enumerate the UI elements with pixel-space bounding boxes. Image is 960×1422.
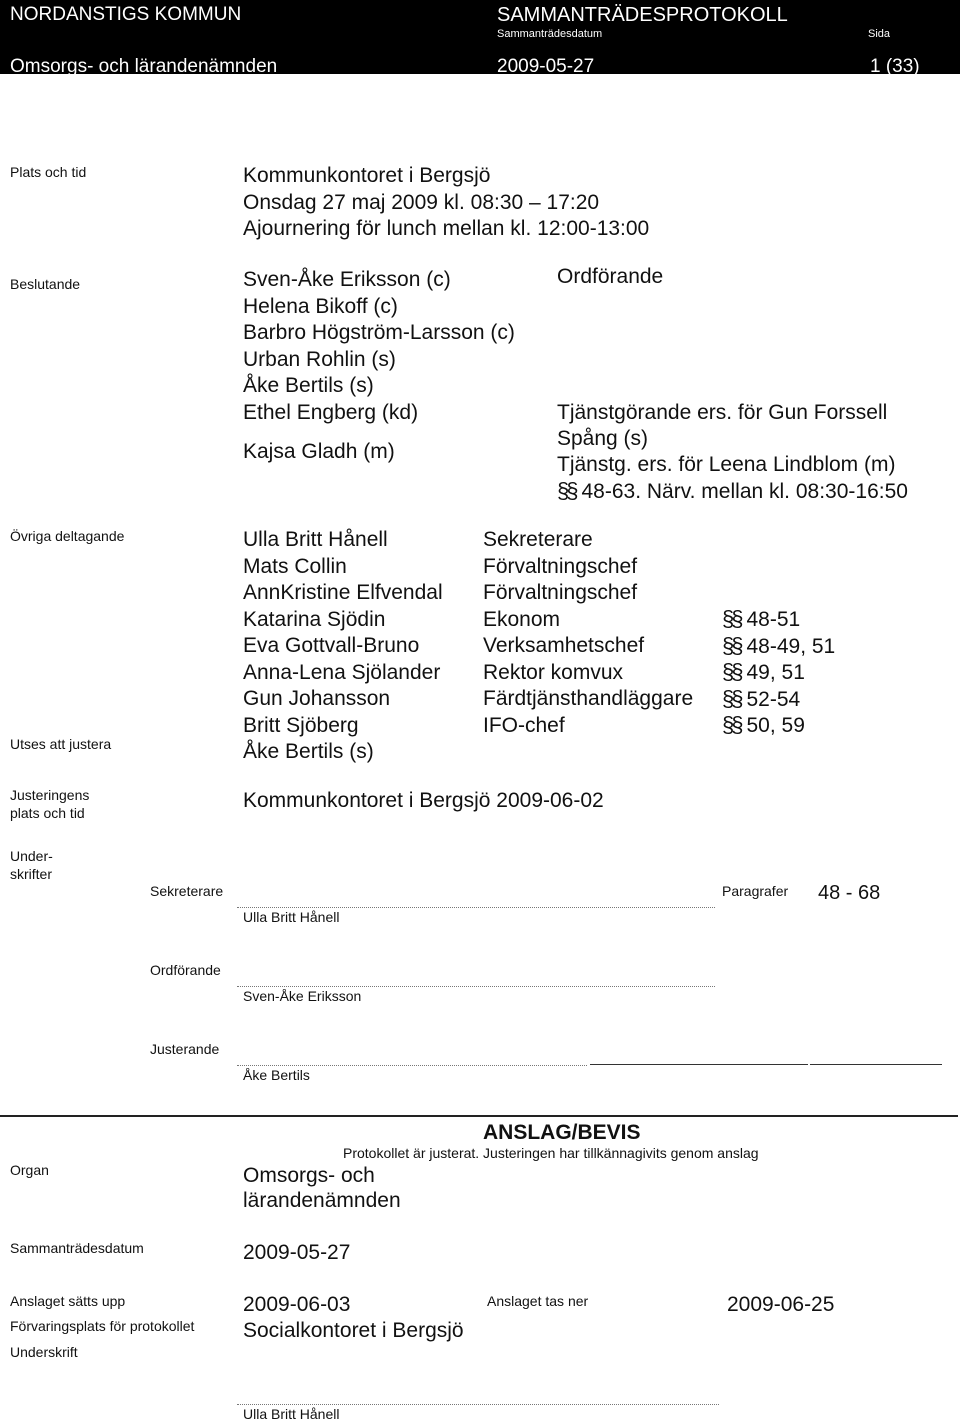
removed-label: Anslaget tas ner (487, 1293, 589, 1309)
participant-name: Ulla Britt Hånell (243, 528, 388, 551)
participant-role: Rektor komvux (483, 660, 624, 684)
page-number: 1 (33) (870, 56, 920, 77)
engberg-note-cont: Spång (s) (557, 427, 649, 450)
participant-role: Sekreterare (483, 528, 593, 551)
signatures-label-cont: skrifter (10, 866, 52, 882)
place-time-line: Onsdag 27 maj 2009 kl. 08:30 – 17:20 (243, 190, 600, 214)
section-divider (0, 1115, 958, 1117)
secretary-label: Sekreterare (150, 883, 224, 899)
adjuster-label: Justerande (150, 1041, 220, 1057)
decision-makers-label: Beslutande (10, 276, 81, 292)
organ-value: Omsorgs- och (243, 1164, 375, 1187)
participant-role: Förvaltningschef (483, 554, 638, 578)
participant-name: Britt Sjöberg (243, 713, 359, 737)
others-roles (483, 527, 693, 739)
notice-statement: Protokollet är justerat. Justeringen har tillkännagivits genom anslag (343, 1145, 759, 1161)
section-sign-icon: §§ (722, 712, 741, 737)
participant-sections: §§ 49, 51 (722, 659, 805, 684)
date-label: Sammanträdesdatum (497, 28, 603, 40)
place-time-line: Ajournering för lunch mellan kl. 12:00-13:00 (243, 217, 650, 240)
others-names (243, 527, 443, 766)
committee-name: Omsorgs- och lärandenämnden (10, 56, 278, 77)
member-name: Helena Bikoff (c) (243, 294, 398, 318)
organ-label: Organ (10, 1162, 49, 1178)
participant-name: AnnKristine Elfvendal (243, 581, 443, 604)
member-name: Åke Bertils (s) (243, 374, 374, 397)
adjust-label: Utses att justera (10, 736, 112, 752)
participant-name: Anna-Lena Sjölander (243, 660, 441, 684)
chair-name: Sven-Åke Eriksson (243, 988, 362, 1004)
engberg-note: Tjänstgörande ers. för Gun Forssell (557, 401, 888, 424)
decision-makers-list (243, 267, 515, 466)
notice-meeting-date: 2009-05-27 (243, 1241, 351, 1264)
underskrift-label: Underskrift (10, 1344, 78, 1360)
participant-sections: §§ 50, 59 (722, 712, 805, 737)
posted-date: 2009-06-03 (243, 1293, 351, 1316)
chair-label: Ordförande (150, 962, 221, 978)
storage-value: Socialkontoret i Bergsjö (243, 1319, 464, 1342)
section-sign-icon: §§ (722, 659, 741, 684)
chair-role: Ordförande (557, 265, 664, 288)
meeting-date: 2009-05-27 (497, 56, 595, 77)
place-time-line: Kommunkontoret i Bergsjö (243, 164, 491, 187)
notice-title: ANSLAG/BEVIS (483, 1121, 641, 1144)
participant-name: Mats Collin (243, 554, 347, 578)
participant-sections: §§ 52-54 (722, 685, 801, 711)
participant-name: Gun Johansson (243, 687, 391, 710)
participant-role: Ekonom (483, 607, 561, 631)
others-label: Övriga deltagande (10, 528, 125, 544)
paragraphs-value: 48 - 68 (818, 882, 881, 904)
chair-signature-line (237, 986, 715, 987)
final-signature-name: Ulla Britt Hånell (243, 1406, 340, 1422)
final-signature-line (237, 1404, 719, 1405)
storage-label: Förvaringsplats för protokollet (10, 1318, 195, 1334)
gladh-note-cont: §§ 48-63. Närv. mellan kl. 08:30-16:50 (557, 478, 908, 503)
secretary-name: Ulla Britt Hånell (243, 909, 340, 925)
adjuster-sign-name: Åke Bertils (243, 1067, 310, 1083)
member-name: Ethel Engberg (kd) (243, 400, 419, 424)
adjuster-name: Åke Bertils (s) (243, 740, 374, 763)
removed-date: 2009-06-25 (727, 1293, 835, 1316)
organ-value-cont: lärandenämnden (243, 1189, 401, 1212)
adjust-place-label-cont: plats och tid (10, 805, 85, 821)
section-sign-icon: §§ (722, 606, 741, 631)
participant-role: Verksamhetschef (483, 634, 645, 657)
signatures-label: Under- (10, 848, 53, 864)
member-name: Sven-Åke Eriksson (c) (243, 268, 451, 291)
organization-name: NORDANSTIGS KOMMUN (10, 4, 242, 25)
page-label: Sida (868, 28, 891, 40)
section-sign-icon: §§ (722, 632, 741, 658)
adjust-place-label: Justeringens (10, 787, 90, 803)
secretary-signature-line (237, 907, 715, 908)
adjust-place-value: Kommunkontoret i Bergsjö 2009-06-02 (243, 789, 604, 812)
notice-meeting-date-label: Sammanträdesdatum (10, 1240, 144, 1256)
extra-signature-line (590, 1064, 808, 1065)
participant-role: Förvaltningschef (483, 581, 638, 604)
participant-role: IFO-chef (483, 713, 565, 737)
paragraphs-label: Paragrafer (722, 883, 789, 899)
participant-sections: §§ 48-49, 51 (722, 632, 836, 658)
place-time-block (243, 163, 649, 243)
section-sign-icon: §§ (557, 478, 576, 503)
participant-role: Färdtjänsthandläggare (483, 687, 694, 710)
participant-sections: §§ 48-51 (722, 606, 801, 631)
section-sign-icon: §§ (722, 685, 741, 711)
gladh-note: Tjänstg. ers. för Leena Lindblom (m) (557, 453, 896, 476)
others-sections (722, 606, 835, 739)
participant-name: Eva Gottvall-Bruno (243, 634, 420, 657)
posted-label: Anslaget sätts upp (10, 1293, 126, 1309)
member-name: Barbro Högström-Larsson (c) (243, 321, 515, 344)
adjuster-signature-line (237, 1065, 587, 1066)
member-name: Urban Rohlin (s) (243, 347, 396, 371)
extra-signature-line (810, 1064, 942, 1065)
member-name: Kajsa Gladh (m) (243, 440, 395, 463)
document-type: SAMMANTRÄDESPROTOKOLL (497, 4, 788, 26)
place-time-label: Plats och tid (10, 164, 87, 180)
participant-name: Katarina Sjödin (243, 607, 386, 631)
